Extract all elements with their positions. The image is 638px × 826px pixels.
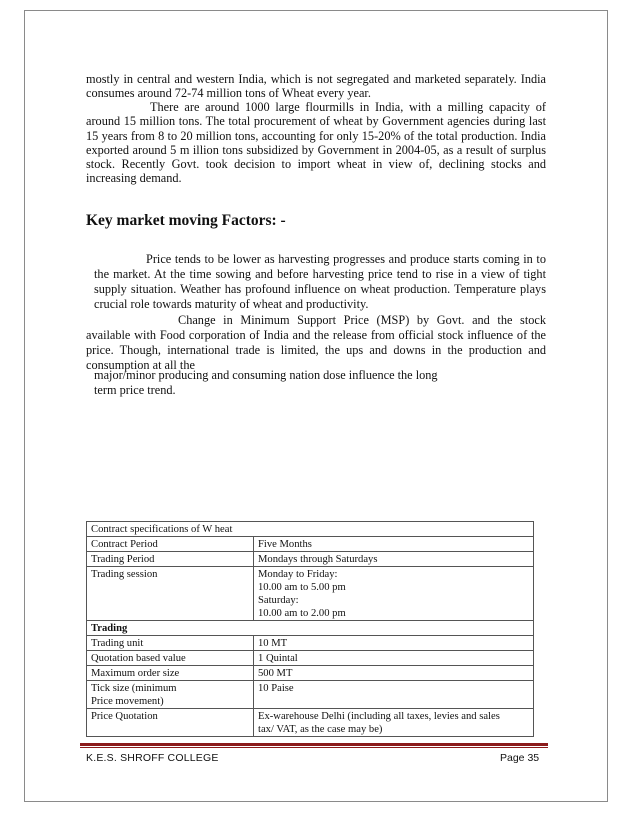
paragraph-5: major/minor producing and consuming nation dose influence the long term price trend.: [94, 368, 438, 397]
value-line: tax/ VAT, as the case may be): [258, 724, 383, 735]
table-row: [87, 636, 534, 651]
value-line: Monday to Friday:: [258, 569, 338, 580]
footer-rule: [80, 743, 548, 746]
table-section-row: [87, 621, 534, 636]
value-line: 10.00 am to 5.00 pm: [258, 582, 346, 593]
section-heading: Key market moving Factors: -: [86, 212, 286, 229]
paragraph-3: Price tends to be lower as harvesting progresses and produce starts coming in to the market. At the time sowing and before harvesting price tend to rise in a view of tight supply situation. Weather has profound influence on wheat production. Temperature plays crucial role towards maturity of wheat and productivity.: [94, 252, 546, 311]
value-line: Ex-warehouse Delhi (including all taxes, levies and sales: [258, 711, 500, 722]
row-label: Price Quotation: [87, 709, 254, 737]
section-label: Trading: [87, 621, 534, 636]
table-row: [87, 651, 534, 666]
row-value: 10 MT: [254, 636, 534, 651]
label-line: Tick size (minimum: [91, 683, 177, 694]
footer-rule-thin: [80, 747, 548, 748]
table-title: Contract specifications of W heat: [87, 522, 534, 537]
paragraph-1: mostly in central and western India, which is not segregated and marketed separately. India consumes around 72-74 million tons of Wheat every year.: [86, 72, 546, 101]
value-line: Saturday:: [258, 595, 299, 606]
footer-college: K.E.S. SHROFF COLLEGE: [86, 752, 219, 764]
row-label: Maximum order size: [87, 666, 254, 681]
row-label: Quotation based value: [87, 651, 254, 666]
label-line: Price movement): [91, 696, 164, 707]
row-value: Mondays through Saturdays: [254, 552, 534, 567]
row-value: 10 Paise: [254, 681, 534, 709]
row-label: Trading unit: [87, 636, 254, 651]
row-value: 500 MT: [254, 666, 534, 681]
row-label: Trading Period: [87, 552, 254, 567]
table-row: [87, 552, 534, 567]
row-value: [254, 709, 534, 737]
row-label: Trading session: [87, 567, 254, 621]
row-value: Five Months: [254, 537, 534, 552]
footer-page-number: Page 35: [500, 752, 540, 764]
paragraph-2: There are around 1000 large flourmills in India, with a milling capacity of around 15 million tons. The total procurement of wheat by Government agencies during last 15 years from 8 to 20 million tons, accounting for only 15-20% of the total production. India exported around 5 m illion tons subsidized by Government in 2004-05, as a result of surplus stock. Recently Govt. took decision to import wheat in view of, declining stocks and increasing demand.: [86, 100, 546, 186]
table-row: [87, 567, 534, 621]
row-label: Contract Period: [87, 537, 254, 552]
table-row: [87, 709, 534, 737]
contract-spec-table: [86, 521, 534, 737]
row-value: 1 Quintal: [254, 651, 534, 666]
table-row: [87, 666, 534, 681]
row-label: [87, 681, 254, 709]
paragraph-4-text: Change in Minimum Support Price (MSP) by Govt. and the stock available with Food corporation of India and the release from official stock influence of the price. Though, international trade is limited, the ups and downs in the: [86, 313, 546, 357]
value-line: 10.00 am to 2.00 pm: [258, 608, 346, 619]
paragraph-4: [86, 313, 546, 373]
row-value: [254, 567, 534, 621]
paragraph-4-cont: production and consumption at all the: [86, 343, 546, 372]
table-title-row: [87, 522, 534, 537]
table-row: [87, 681, 534, 709]
table-row: [87, 537, 534, 552]
